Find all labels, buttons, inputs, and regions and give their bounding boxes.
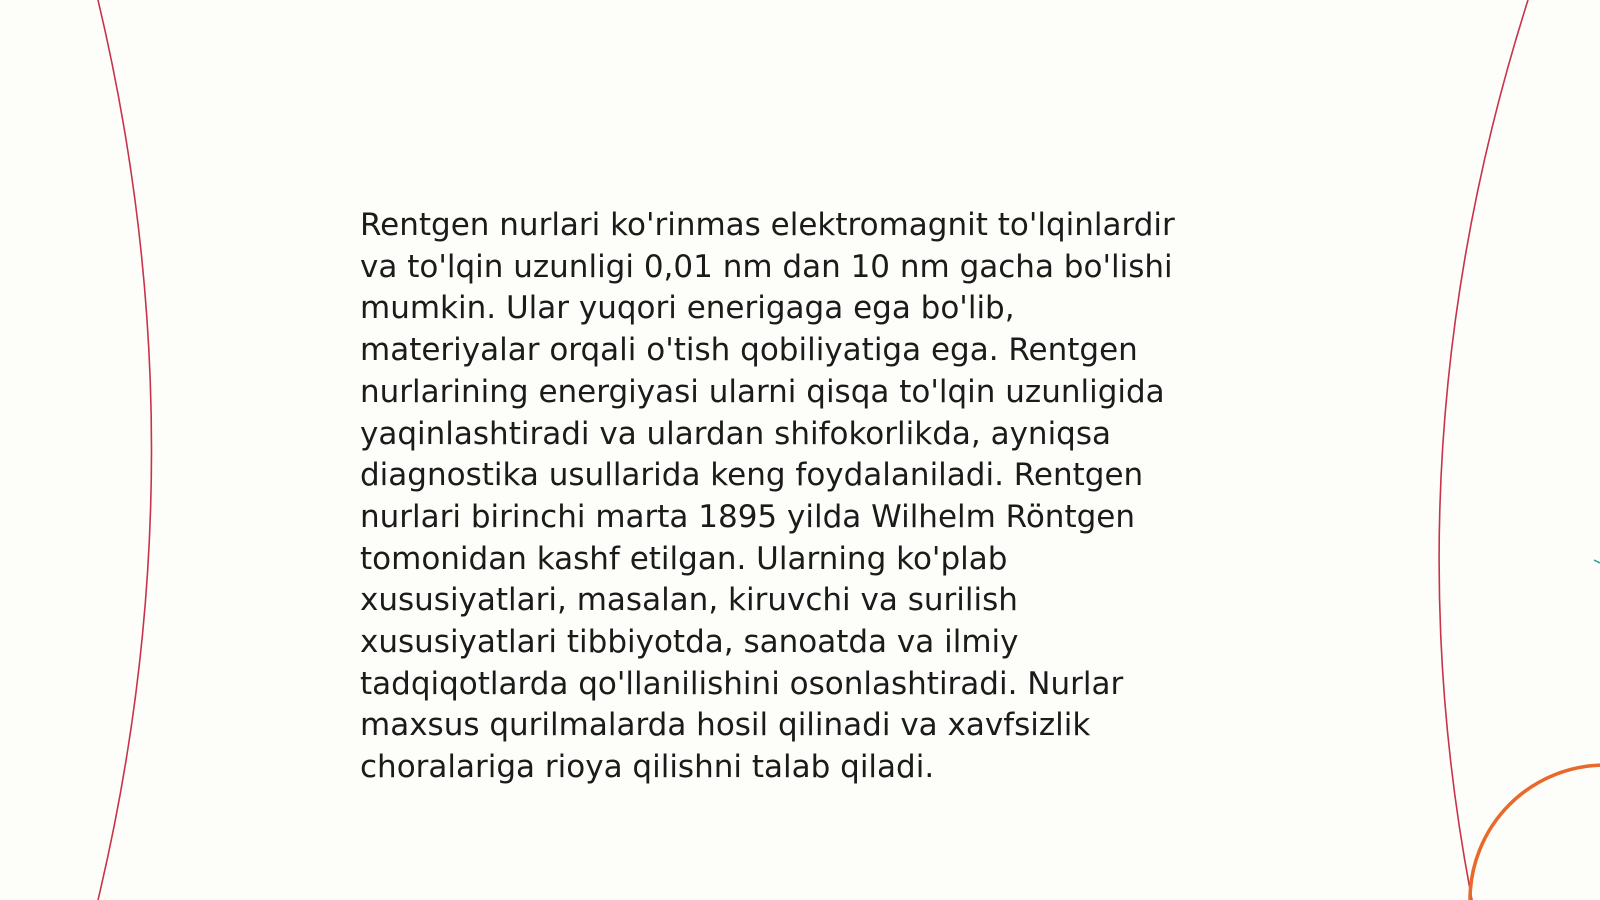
slide-body-text: Rentgen nurlari ko'rinmas elektromagnit to'lqinlardir va to'lqin uzunligi 0,01 nm dan 10 nm gacha bo'lishi mumkin. Ular yuqori enerigaga ega bo'lib, materiyalar orqali o'tish qobiliyatiga ega. Rentgen nurlarining energiyasi ularni qisqa to'lqin uzunligida yaqinlashtiradi va ulardan shifokorlikda, ayniqsa diagnostika usullarida keng foydalaniladi. Rentgen nurlari birinchi marta 1895 yilda Wilhelm Röntgen tomonidan kashf etilgan. Ularning ko'plab xususiyatlari, masalan, kiruvchi va surilish xususiyatlari tibbiyotda, sanoatda va ilmiy tadqiqotlarda qo'llanilishini osonlashtiradi. Nurlar maxsus qurilmalarda hosil qilinadi va xavfsizlik choralariga rioya qilishni talab qiladi.: [360, 207, 1175, 786]
orange-arc: [1470, 765, 1600, 900]
small-teal-tick: [1594, 560, 1600, 563]
right-curve-line: [1439, 0, 1528, 900]
left-curve-line: [98, 0, 152, 900]
